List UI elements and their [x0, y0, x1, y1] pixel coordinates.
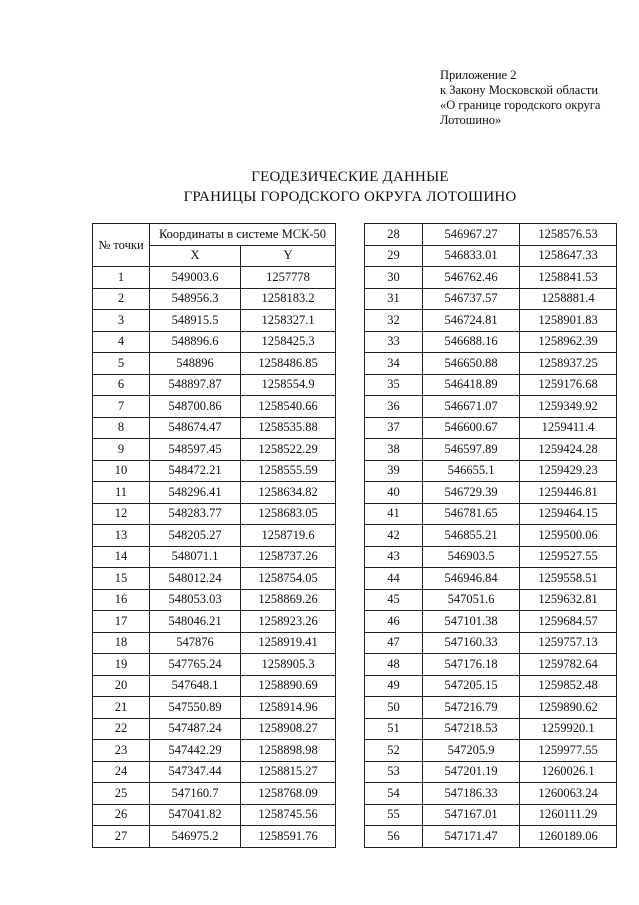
point-number-cell: 8	[93, 417, 150, 439]
point-number-cell: 29	[365, 245, 423, 267]
appendix-line: Лотошино»	[440, 113, 502, 127]
y-coordinate-cell: 1258937.25	[520, 353, 617, 375]
point-number-cell: 25	[93, 783, 150, 805]
point-number-cell: 4	[93, 331, 150, 353]
point-number-cell: 26	[93, 804, 150, 826]
y-coordinate-cell: 1258905.3	[241, 654, 336, 676]
x-coordinate-cell: 546967.27	[423, 224, 520, 246]
y-coordinate-cell: 1258869.26	[241, 589, 336, 611]
table-row	[365, 632, 617, 654]
y-coordinate-cell: 1258591.76	[241, 826, 336, 848]
x-coordinate-cell: 546975.2	[150, 826, 241, 848]
point-number-cell: 53	[365, 761, 423, 783]
x-coordinate-cell: 546655.1	[423, 460, 520, 482]
y-header: Y	[241, 245, 336, 267]
table-row	[93, 396, 336, 418]
x-coordinate-cell: 546688.16	[423, 331, 520, 353]
y-coordinate-cell: 1259920.1	[520, 718, 617, 740]
point-number-cell: 15	[93, 568, 150, 590]
y-coordinate-cell: 1258183.2	[241, 288, 336, 310]
left-table-body	[93, 267, 336, 848]
point-number-cell: 20	[93, 675, 150, 697]
y-coordinate-cell: 1258486.85	[241, 353, 336, 375]
x-coordinate-cell: 546946.84	[423, 568, 520, 590]
x-coordinate-cell: 548896.6	[150, 331, 241, 353]
table-row	[93, 761, 336, 783]
x-coordinate-cell: 547205.15	[423, 675, 520, 697]
x-coordinate-cell: 548071.1	[150, 546, 241, 568]
y-coordinate-cell: 1258540.66	[241, 396, 336, 418]
point-number-cell: 52	[365, 740, 423, 762]
x-coordinate-cell: 546729.39	[423, 482, 520, 504]
coordinates-table-left	[92, 223, 336, 848]
y-coordinate-cell: 1258535.88	[241, 417, 336, 439]
y-coordinate-cell: 1259977.55	[520, 740, 617, 762]
y-coordinate-cell: 1260111.29	[520, 804, 617, 826]
point-number-cell: 47	[365, 632, 423, 654]
table-row	[365, 353, 617, 375]
y-coordinate-cell: 1258555.59	[241, 460, 336, 482]
point-number-cell: 44	[365, 568, 423, 590]
point-number-cell: 35	[365, 374, 423, 396]
y-coordinate-cell: 1258890.69	[241, 675, 336, 697]
table-row	[93, 546, 336, 568]
x-coordinate-cell: 547160.33	[423, 632, 520, 654]
x-coordinate-cell: 547171.47	[423, 826, 520, 848]
point-number-cell: 28	[365, 224, 423, 246]
x-coordinate-cell: 548897.87	[150, 374, 241, 396]
point-number-cell: 46	[365, 611, 423, 633]
y-coordinate-cell: 1258327.1	[241, 310, 336, 332]
table-row	[365, 267, 617, 289]
point-number-cell: 37	[365, 417, 423, 439]
y-coordinate-cell: 1258737.26	[241, 546, 336, 568]
y-coordinate-cell: 1258919.41	[241, 632, 336, 654]
table-row	[365, 611, 617, 633]
y-coordinate-cell: 1258908.27	[241, 718, 336, 740]
x-coordinate-cell: 548283.77	[150, 503, 241, 525]
table-row	[93, 482, 336, 504]
y-coordinate-cell: 1260063.24	[520, 783, 617, 805]
point-number-cell: 32	[365, 310, 423, 332]
table-row	[93, 460, 336, 482]
appendix-note	[440, 68, 630, 128]
x-coordinate-cell: 547160.7	[150, 783, 241, 805]
point-number-cell: 11	[93, 482, 150, 504]
point-number-cell: 36	[365, 396, 423, 418]
table-row	[93, 740, 336, 762]
y-coordinate-cell: 1259349.92	[520, 396, 617, 418]
table-row	[93, 439, 336, 461]
point-number-header: № точки	[93, 224, 150, 267]
table-row	[93, 503, 336, 525]
x-coordinate-cell: 547051.6	[423, 589, 520, 611]
x-header: X	[150, 245, 241, 267]
document-title	[60, 167, 639, 207]
point-number-cell: 16	[93, 589, 150, 611]
table-row	[365, 482, 617, 504]
table-row	[365, 503, 617, 525]
right-table-body	[365, 224, 617, 848]
y-coordinate-cell: 1260189.06	[520, 826, 617, 848]
y-coordinate-cell: 1259632.81	[520, 589, 617, 611]
x-coordinate-cell: 548700.86	[150, 396, 241, 418]
point-number-cell: 42	[365, 525, 423, 547]
x-coordinate-cell: 548205.27	[150, 525, 241, 547]
y-coordinate-cell: 1259500.06	[520, 525, 617, 547]
x-coordinate-cell: 548956.3	[150, 288, 241, 310]
y-coordinate-cell: 1258576.53	[520, 224, 617, 246]
table-row	[93, 310, 336, 332]
table-row	[93, 611, 336, 633]
point-number-cell: 5	[93, 353, 150, 375]
point-number-cell: 30	[365, 267, 423, 289]
y-coordinate-cell: 1258425.3	[241, 331, 336, 353]
table-row	[93, 589, 336, 611]
x-coordinate-cell: 546418.89	[423, 374, 520, 396]
table-row	[365, 675, 617, 697]
y-coordinate-cell: 1258815.27	[241, 761, 336, 783]
table-row	[365, 761, 617, 783]
point-number-cell: 31	[365, 288, 423, 310]
title-line-1: ГЕОДЕЗИЧЕСКИЕ ДАННЫЕ	[251, 169, 449, 185]
point-number-cell: 39	[365, 460, 423, 482]
table-row	[365, 374, 617, 396]
x-coordinate-cell: 546597.89	[423, 439, 520, 461]
table-row	[365, 224, 617, 246]
point-number-cell: 2	[93, 288, 150, 310]
table-row	[365, 589, 617, 611]
table-row	[365, 396, 617, 418]
point-number-cell: 51	[365, 718, 423, 740]
table-row	[93, 632, 336, 654]
y-coordinate-cell: 1259446.81	[520, 482, 617, 504]
table-row	[365, 310, 617, 332]
point-number-cell: 33	[365, 331, 423, 353]
point-number-cell: 50	[365, 697, 423, 719]
y-coordinate-cell: 1258522.29	[241, 439, 336, 461]
point-number-cell: 19	[93, 654, 150, 676]
table-row	[93, 826, 336, 848]
point-number-cell: 10	[93, 460, 150, 482]
x-coordinate-cell: 547765.24	[150, 654, 241, 676]
x-coordinate-cell: 548896	[150, 353, 241, 375]
x-coordinate-cell: 549003.6	[150, 267, 241, 289]
point-number-cell: 22	[93, 718, 150, 740]
table-row	[93, 697, 336, 719]
coordinates-table-right	[364, 223, 617, 848]
x-coordinate-cell: 546737.57	[423, 288, 520, 310]
table-header-row	[93, 224, 336, 246]
x-coordinate-cell: 547218.53	[423, 718, 520, 740]
y-coordinate-cell: 1258768.09	[241, 783, 336, 805]
point-number-cell: 45	[365, 589, 423, 611]
table-row	[93, 783, 336, 805]
coordinates-header: Координаты в системе МСК-50	[150, 224, 336, 246]
x-coordinate-cell: 547201.19	[423, 761, 520, 783]
y-coordinate-cell: 1259890.62	[520, 697, 617, 719]
point-number-cell: 55	[365, 804, 423, 826]
x-coordinate-cell: 546650.88	[423, 353, 520, 375]
x-coordinate-cell: 547167.01	[423, 804, 520, 826]
y-coordinate-cell: 1259424.28	[520, 439, 617, 461]
point-number-cell: 27	[93, 826, 150, 848]
y-coordinate-cell: 1258881.4	[520, 288, 617, 310]
table-row	[365, 525, 617, 547]
point-number-cell: 38	[365, 439, 423, 461]
x-coordinate-cell: 548915.5	[150, 310, 241, 332]
x-coordinate-cell: 548597.45	[150, 439, 241, 461]
y-coordinate-cell: 1258719.6	[241, 525, 336, 547]
appendix-line: к Закону Московской области	[440, 83, 599, 97]
x-coordinate-cell: 546781.65	[423, 503, 520, 525]
y-coordinate-cell: 1258914.96	[241, 697, 336, 719]
y-coordinate-cell: 1260026.1	[520, 761, 617, 783]
table-row	[365, 826, 617, 848]
point-number-cell: 18	[93, 632, 150, 654]
y-coordinate-cell: 1258554.9	[241, 374, 336, 396]
appendix-line: «О границе городского округа	[440, 98, 601, 112]
table-row	[365, 460, 617, 482]
x-coordinate-cell: 546600.67	[423, 417, 520, 439]
x-coordinate-cell: 547550.89	[150, 697, 241, 719]
x-coordinate-cell: 548053.03	[150, 589, 241, 611]
point-number-cell: 41	[365, 503, 423, 525]
y-coordinate-cell: 1258901.83	[520, 310, 617, 332]
y-coordinate-cell: 1259429.23	[520, 460, 617, 482]
point-number-cell: 21	[93, 697, 150, 719]
y-coordinate-cell: 1258647.33	[520, 245, 617, 267]
table-row	[365, 288, 617, 310]
table-row	[365, 654, 617, 676]
table-row	[365, 718, 617, 740]
y-coordinate-cell: 1258898.98	[241, 740, 336, 762]
table-row	[93, 288, 336, 310]
x-coordinate-cell: 547347.44	[150, 761, 241, 783]
point-number-cell: 40	[365, 482, 423, 504]
x-coordinate-cell: 547101.38	[423, 611, 520, 633]
y-coordinate-cell: 1258962.39	[520, 331, 617, 353]
point-number-cell: 23	[93, 740, 150, 762]
point-number-cell: 24	[93, 761, 150, 783]
y-coordinate-cell: 1258683.05	[241, 503, 336, 525]
y-coordinate-cell: 1259176.68	[520, 374, 617, 396]
x-coordinate-cell: 547041.82	[150, 804, 241, 826]
table-row	[365, 417, 617, 439]
y-coordinate-cell: 1257778	[241, 267, 336, 289]
x-coordinate-cell: 548046.21	[150, 611, 241, 633]
point-number-cell: 48	[365, 654, 423, 676]
x-coordinate-cell: 546671.07	[423, 396, 520, 418]
y-coordinate-cell: 1259527.55	[520, 546, 617, 568]
x-coordinate-cell: 546903.5	[423, 546, 520, 568]
table-row	[93, 654, 336, 676]
table-row	[365, 546, 617, 568]
point-number-cell: 9	[93, 439, 150, 461]
table-row	[93, 417, 336, 439]
x-coordinate-cell: 548012.24	[150, 568, 241, 590]
table-row	[93, 675, 336, 697]
table-row	[93, 331, 336, 353]
table-row	[93, 353, 336, 375]
table-row	[365, 331, 617, 353]
x-coordinate-cell: 548674.47	[150, 417, 241, 439]
x-coordinate-cell: 548296.41	[150, 482, 241, 504]
point-number-cell: 43	[365, 546, 423, 568]
x-coordinate-cell: 546762.46	[423, 267, 520, 289]
x-coordinate-cell: 547216.79	[423, 697, 520, 719]
x-coordinate-cell: 547205.9	[423, 740, 520, 762]
table-row	[365, 740, 617, 762]
table-row	[93, 568, 336, 590]
table-row	[365, 783, 617, 805]
y-coordinate-cell: 1259782.64	[520, 654, 617, 676]
point-number-cell: 17	[93, 611, 150, 633]
y-coordinate-cell: 1259684.57	[520, 611, 617, 633]
point-number-cell: 6	[93, 374, 150, 396]
x-coordinate-cell: 548472.21	[150, 460, 241, 482]
x-coordinate-cell: 547487.24	[150, 718, 241, 740]
y-coordinate-cell: 1259757.13	[520, 632, 617, 654]
table-row	[365, 804, 617, 826]
point-number-cell: 7	[93, 396, 150, 418]
point-number-cell: 14	[93, 546, 150, 568]
x-coordinate-cell: 547442.29	[150, 740, 241, 762]
x-coordinate-cell: 546724.81	[423, 310, 520, 332]
y-coordinate-cell: 1259852.48	[520, 675, 617, 697]
point-number-cell: 49	[365, 675, 423, 697]
x-coordinate-cell: 547876	[150, 632, 241, 654]
y-coordinate-cell: 1258634.82	[241, 482, 336, 504]
point-number-cell: 34	[365, 353, 423, 375]
x-coordinate-cell: 546855.21	[423, 525, 520, 547]
y-coordinate-cell: 1259558.51	[520, 568, 617, 590]
table-row	[365, 439, 617, 461]
point-number-cell: 13	[93, 525, 150, 547]
x-coordinate-cell: 547186.33	[423, 783, 520, 805]
table-row	[365, 697, 617, 719]
y-coordinate-cell: 1258754.05	[241, 568, 336, 590]
title-line-2: ГРАНИЦЫ ГОРОДСКОГО ОКРУГА ЛОТОШИНО	[183, 189, 517, 205]
table-row	[93, 718, 336, 740]
x-coordinate-cell: 546833.01	[423, 245, 520, 267]
table-row	[365, 568, 617, 590]
point-number-cell: 56	[365, 826, 423, 848]
x-coordinate-cell: 547648.1	[150, 675, 241, 697]
y-coordinate-cell: 1258745.56	[241, 804, 336, 826]
y-coordinate-cell: 1258841.53	[520, 267, 617, 289]
table-row	[93, 267, 336, 289]
point-number-cell: 12	[93, 503, 150, 525]
y-coordinate-cell: 1259464.15	[520, 503, 617, 525]
table-row	[93, 525, 336, 547]
table-row	[93, 374, 336, 396]
table-row	[93, 804, 336, 826]
appendix-line: Приложение 2	[440, 68, 517, 82]
y-coordinate-cell: 1259411.4	[520, 417, 617, 439]
x-coordinate-cell: 547176.18	[423, 654, 520, 676]
point-number-cell: 3	[93, 310, 150, 332]
point-number-cell: 54	[365, 783, 423, 805]
y-coordinate-cell: 1258923.26	[241, 611, 336, 633]
table-row	[365, 245, 617, 267]
point-number-cell: 1	[93, 267, 150, 289]
